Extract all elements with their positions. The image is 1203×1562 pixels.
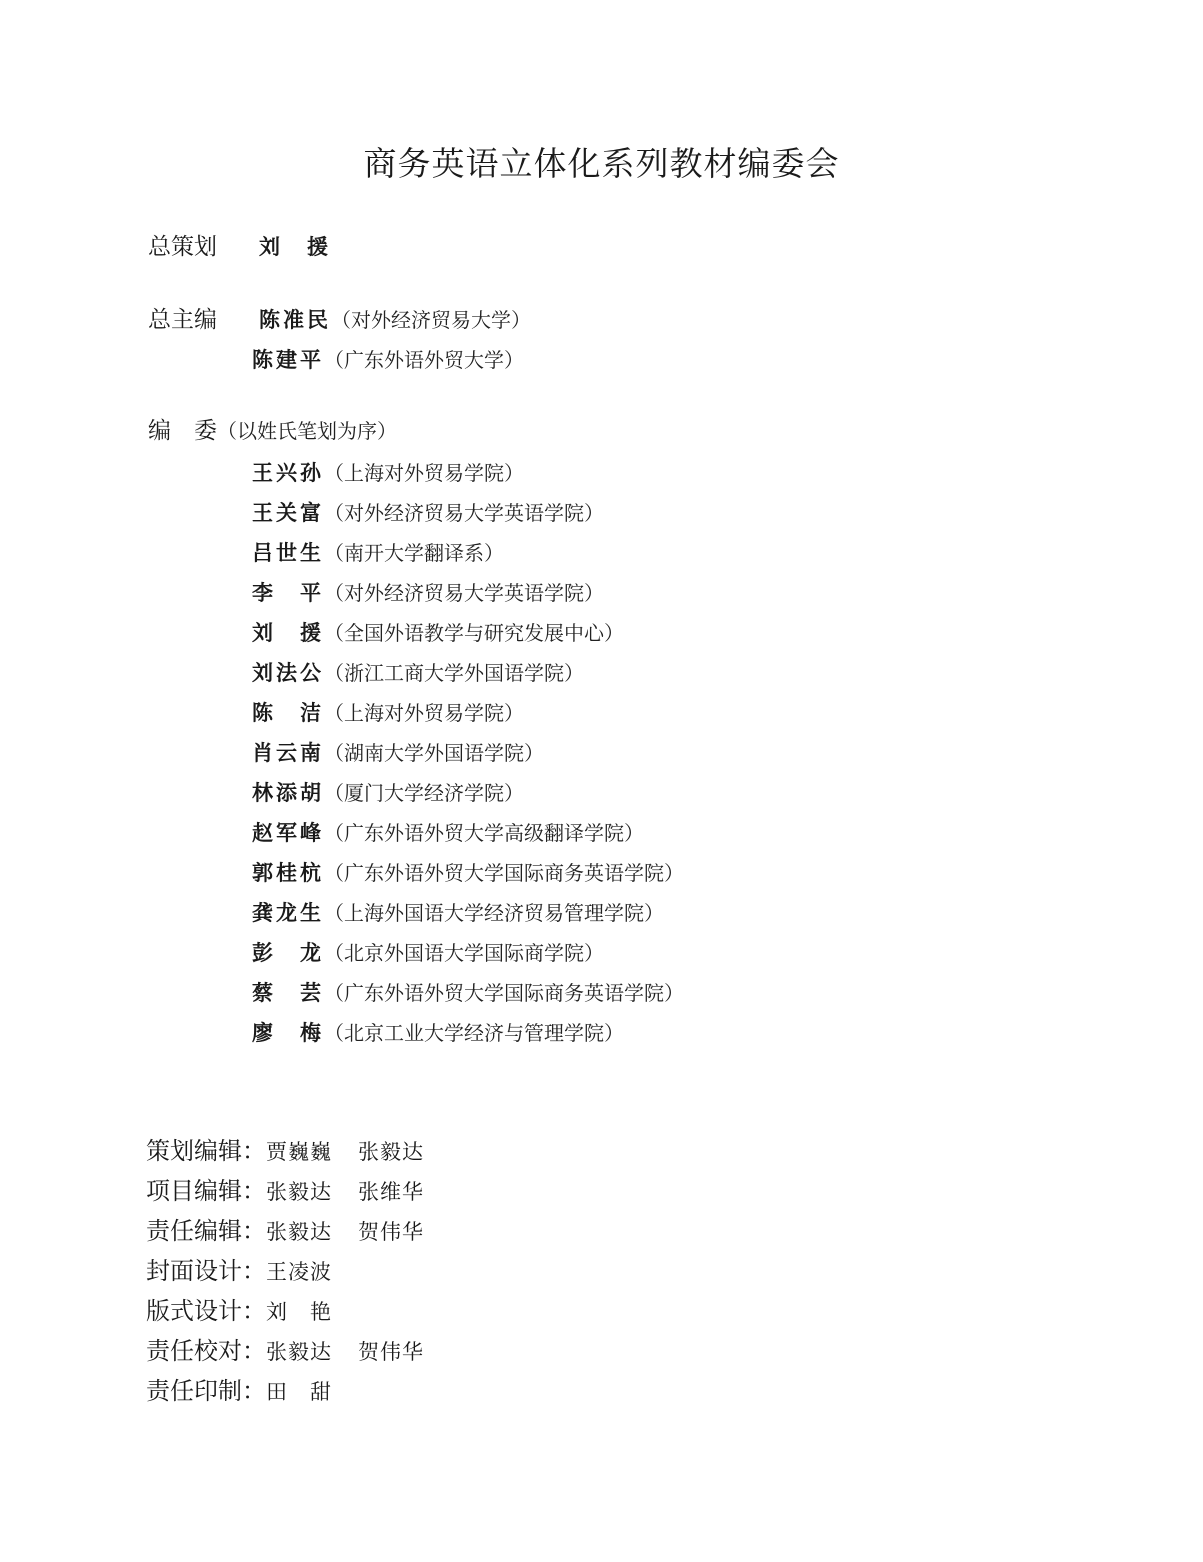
member-name: 蔡 芸 xyxy=(252,981,324,1005)
credit-row xyxy=(146,1173,450,1209)
credit-names xyxy=(266,1374,358,1410)
member-affiliation: （广东外语外贸大学国际商务英语学院） xyxy=(324,861,684,885)
committee-member-row xyxy=(252,856,684,890)
member-name: 刘 援 xyxy=(252,621,324,645)
chief-editor-name: 陈建平 xyxy=(252,348,324,372)
credit-names xyxy=(266,1294,358,1330)
member-affiliation: （厦门大学经济学院） xyxy=(324,781,524,805)
credit-name: 王凌波 xyxy=(266,1260,332,1284)
chief-editor-row xyxy=(148,303,531,337)
committee-member-row xyxy=(252,496,604,530)
committee-member-row xyxy=(252,896,664,930)
page-title: 商务英语立体化系列教材编委会 xyxy=(363,144,840,183)
member-name: 彭 龙 xyxy=(252,941,324,965)
credit-label: 责任编辑： xyxy=(146,1217,266,1245)
credit-name: 张维华 xyxy=(358,1180,424,1204)
credit-label: 责任印制： xyxy=(146,1377,266,1405)
member-name: 郭桂杭 xyxy=(252,861,324,885)
credit-label: 策划编辑： xyxy=(146,1137,266,1165)
member-affiliation: （上海对外贸易学院） xyxy=(324,701,524,725)
member-affiliation: （广东外语外贸大学国际商务英语学院） xyxy=(324,981,684,1005)
chief-editor-affiliation: （对外经济贸易大学） xyxy=(331,308,531,332)
credit-name: 张毅达 xyxy=(266,1180,332,1204)
credit-names xyxy=(266,1134,450,1170)
committee-member-row xyxy=(252,576,604,610)
credit-name: 刘 艳 xyxy=(266,1300,332,1324)
member-affiliation: （湖南大学外国语学院） xyxy=(324,741,544,765)
credit-row xyxy=(146,1133,450,1169)
committee-header-row xyxy=(148,414,397,448)
credit-name: 田 甜 xyxy=(266,1380,332,1404)
planner-name: 刘 援 xyxy=(259,235,331,259)
credit-name: 张毅达 xyxy=(266,1340,332,1364)
committee-label: 编 委 xyxy=(148,418,217,444)
committee-member-row xyxy=(252,616,624,650)
committee-member-row xyxy=(252,536,504,570)
member-affiliation: （上海外国语大学经济贸易管理学院） xyxy=(324,901,664,925)
planner-row xyxy=(148,230,331,264)
chief-editor-affiliation: （广东外语外贸大学） xyxy=(324,348,524,372)
credit-name: 贺伟华 xyxy=(358,1340,424,1364)
committee-member-row xyxy=(252,816,644,850)
credit-name: 贺伟华 xyxy=(358,1220,424,1244)
credit-label: 版式设计： xyxy=(146,1297,266,1325)
credit-name: 张毅达 xyxy=(266,1220,332,1244)
credit-names xyxy=(266,1254,358,1290)
credit-name: 张毅达 xyxy=(358,1140,424,1164)
credit-row xyxy=(146,1253,358,1289)
credit-row xyxy=(146,1213,450,1249)
chief-editor-name: 陈准民 xyxy=(259,308,331,332)
member-name: 刘法公 xyxy=(252,661,324,685)
committee-member-row xyxy=(252,656,584,690)
member-name: 林添胡 xyxy=(252,781,324,805)
member-affiliation: （广东外语外贸大学高级翻译学院） xyxy=(324,821,644,845)
member-affiliation: （北京外国语大学国际商学院） xyxy=(324,941,604,965)
credit-name: 贾巍巍 xyxy=(266,1140,332,1164)
member-affiliation: （浙江工商大学外国语学院） xyxy=(324,661,584,685)
planner-label: 总策划 xyxy=(148,234,217,260)
credit-label: 责任校对： xyxy=(146,1337,266,1365)
committee-member-row xyxy=(252,456,524,490)
credit-row xyxy=(146,1373,358,1409)
member-affiliation: （上海对外贸易学院） xyxy=(324,461,524,485)
member-name: 赵军峰 xyxy=(252,821,324,845)
credit-names xyxy=(266,1214,450,1250)
member-name: 廖 梅 xyxy=(252,1021,324,1045)
member-name: 肖云南 xyxy=(252,741,324,765)
credit-label: 项目编辑： xyxy=(146,1177,266,1205)
credit-names xyxy=(266,1174,450,1210)
committee-member-row xyxy=(252,776,524,810)
credit-row xyxy=(146,1333,450,1369)
member-name: 龚龙生 xyxy=(252,901,324,925)
member-affiliation: （对外经济贸易大学英语学院） xyxy=(324,581,604,605)
chief-editor-row xyxy=(252,343,524,377)
committee-member-row xyxy=(252,736,544,770)
credit-label: 封面设计： xyxy=(146,1257,266,1285)
member-affiliation: （南开大学翻译系） xyxy=(324,541,504,565)
committee-note: （以姓氏笔划为序） xyxy=(217,419,397,443)
member-name: 李 平 xyxy=(252,581,324,605)
committee-member-row xyxy=(252,696,524,730)
committee-member-row xyxy=(252,936,604,970)
member-name: 陈 洁 xyxy=(252,701,324,725)
credit-row xyxy=(146,1293,358,1329)
member-name: 王兴孙 xyxy=(252,461,324,485)
chief-editors-label: 总主编 xyxy=(148,307,217,333)
member-affiliation: （对外经济贸易大学英语学院） xyxy=(324,501,604,525)
committee-member-row xyxy=(252,1016,624,1050)
member-name: 王关富 xyxy=(252,501,324,525)
committee-member-row xyxy=(252,976,684,1010)
member-affiliation: （北京工业大学经济与管理学院） xyxy=(324,1021,624,1045)
member-affiliation: （全国外语教学与研究发展中心） xyxy=(324,621,624,645)
credit-names xyxy=(266,1334,450,1370)
member-name: 吕世生 xyxy=(252,541,324,565)
